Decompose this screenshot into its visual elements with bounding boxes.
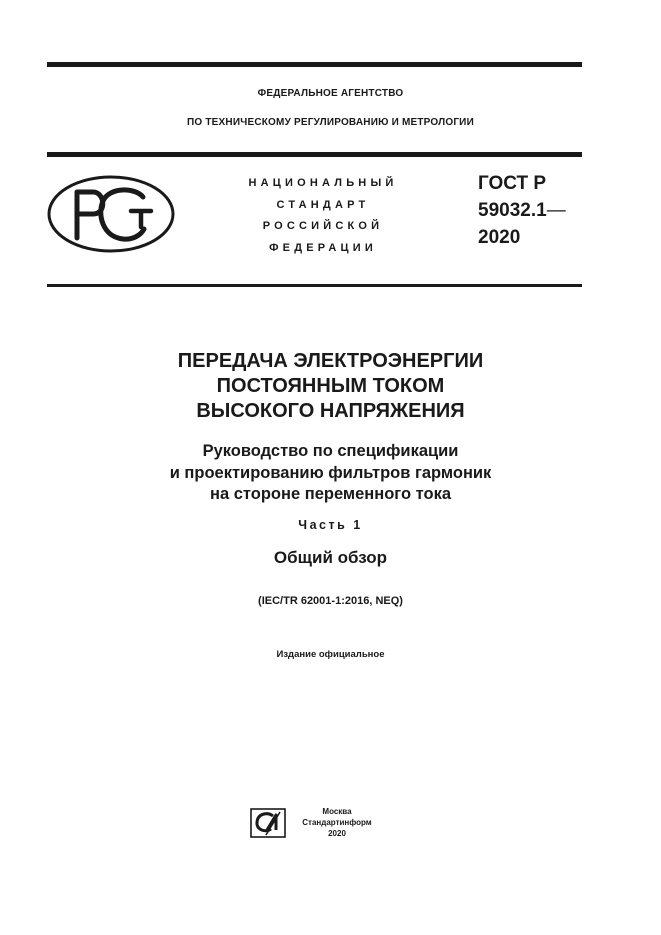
gost-number-line	[478, 197, 566, 224]
national-standard-line: ФЕДЕРАЦИИ	[269, 241, 377, 254]
iec-reference: (IEC/TR 62001-1:2016, NEQ)	[258, 595, 403, 607]
title-line: ПОСТОЯННЫМ ТОКОМ	[216, 375, 445, 397]
standartinform-logo-icon	[250, 808, 286, 838]
part-title: Общий обзор	[273, 548, 388, 567]
gost-dash: —	[546, 200, 566, 221]
rst-certification-logo-icon	[47, 175, 175, 253]
subtitle-line: и проектированию фильтров гармоник	[169, 463, 492, 482]
title-line: ПЕРЕДАЧА ЭЛЕКТРОЭНЕРГИИ	[177, 350, 484, 372]
document-title	[0, 349, 661, 424]
document-subtitle	[0, 441, 661, 506]
gost-year: 2020	[478, 227, 521, 248]
agency-name-line2: ПО ТЕХНИЧЕСКОМУ РЕГУЛИРОВАНИЮ И МЕТРОЛОГИИ	[187, 117, 474, 128]
national-standard-line: НАЦИОНАЛЬНЫЙ	[248, 177, 398, 189]
publisher-city: Москва	[322, 807, 352, 816]
subtitle-line: Руководство по спецификации	[202, 442, 459, 460]
national-standard-line: РОССИЙСКОЙ	[262, 220, 384, 232]
top-rule	[47, 62, 582, 67]
part-number: Часть 1	[298, 518, 363, 532]
header-rule	[47, 152, 582, 157]
gost-number: 59032.1	[478, 200, 547, 221]
header-bottom-rule	[47, 284, 582, 287]
edition-label: Издание официальное	[276, 649, 385, 660]
subtitle-line: на стороне переменного тока	[210, 485, 451, 503]
publisher-name: Стандартинформ	[302, 818, 372, 827]
gost-designation	[478, 170, 566, 251]
agency-name-line1: ФЕДЕРАЛЬНОЕ АГЕНТСТВО	[257, 88, 404, 99]
gost-prefix: ГОСТ Р	[478, 173, 547, 194]
national-standard-line: СТАНДАРТ	[276, 198, 370, 211]
publisher-info	[292, 806, 382, 839]
title-line: ВЫСОКОГО НАПРЯЖЕНИЯ	[196, 400, 465, 422]
publisher-year: 2020	[328, 829, 346, 838]
national-standard-label	[228, 173, 418, 259]
